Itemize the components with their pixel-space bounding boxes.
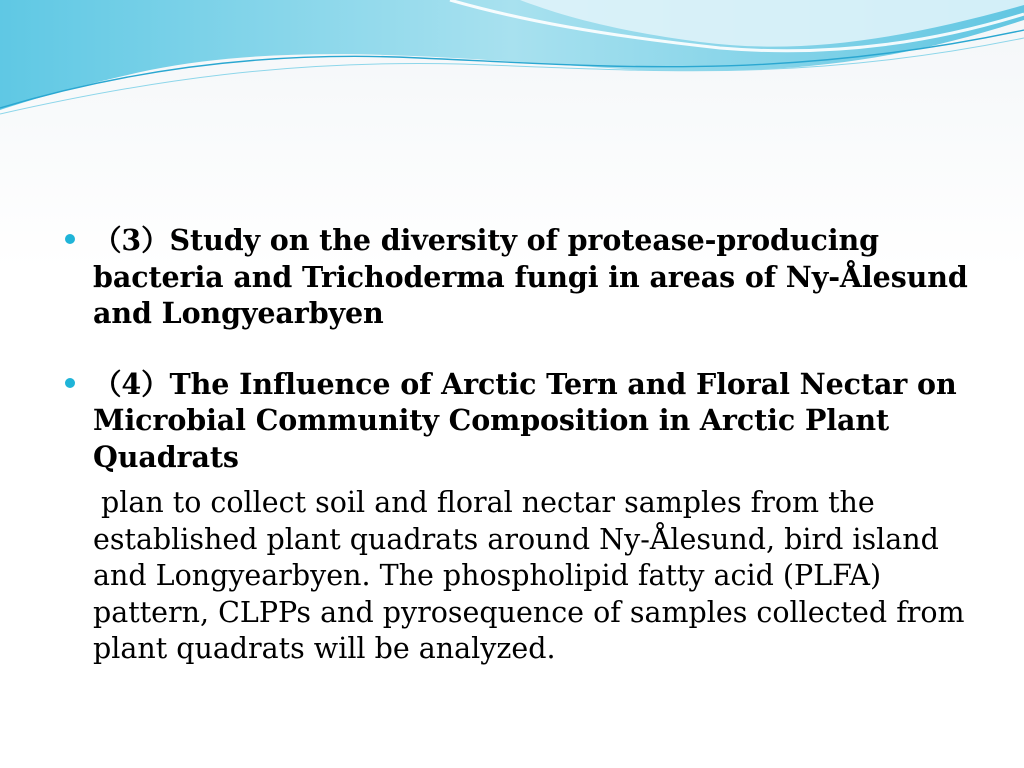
- slide-content: [62, 222, 982, 668]
- body-paragraph: plan to collect soil and floral nectar samples from the established plant quadrats around Ny-Ålesund, bird island and Longyearbyen. The phospholipid fatty acid (PLFA) pattern, CLPPs and pyrosequence of samples collected from plant quadrats will be analyzed.: [93, 486, 965, 665]
- bullet-dot-icon: [65, 234, 75, 244]
- bullet-item-4: [62, 366, 982, 476]
- bullet-title-text: Study on the diversity of protease-producing bacteria and Trichoderma fungi in areas of Ny-Ålesund and Longyearbyen: [93, 223, 968, 330]
- bullet-item-3: [62, 222, 982, 332]
- header-wave-decoration: [0, 0, 1024, 130]
- bullet-title: [93, 366, 982, 476]
- bullet-number: （4）: [93, 366, 170, 401]
- bullet-title: [93, 222, 982, 332]
- bullet-title-text: The Influence of Arctic Tern and Floral Nectar on Microbial Community Composition in Arctic Plant Quadrats: [93, 366, 957, 474]
- bullet-dot-icon: [65, 378, 75, 388]
- bullet-number: （3）: [93, 223, 170, 257]
